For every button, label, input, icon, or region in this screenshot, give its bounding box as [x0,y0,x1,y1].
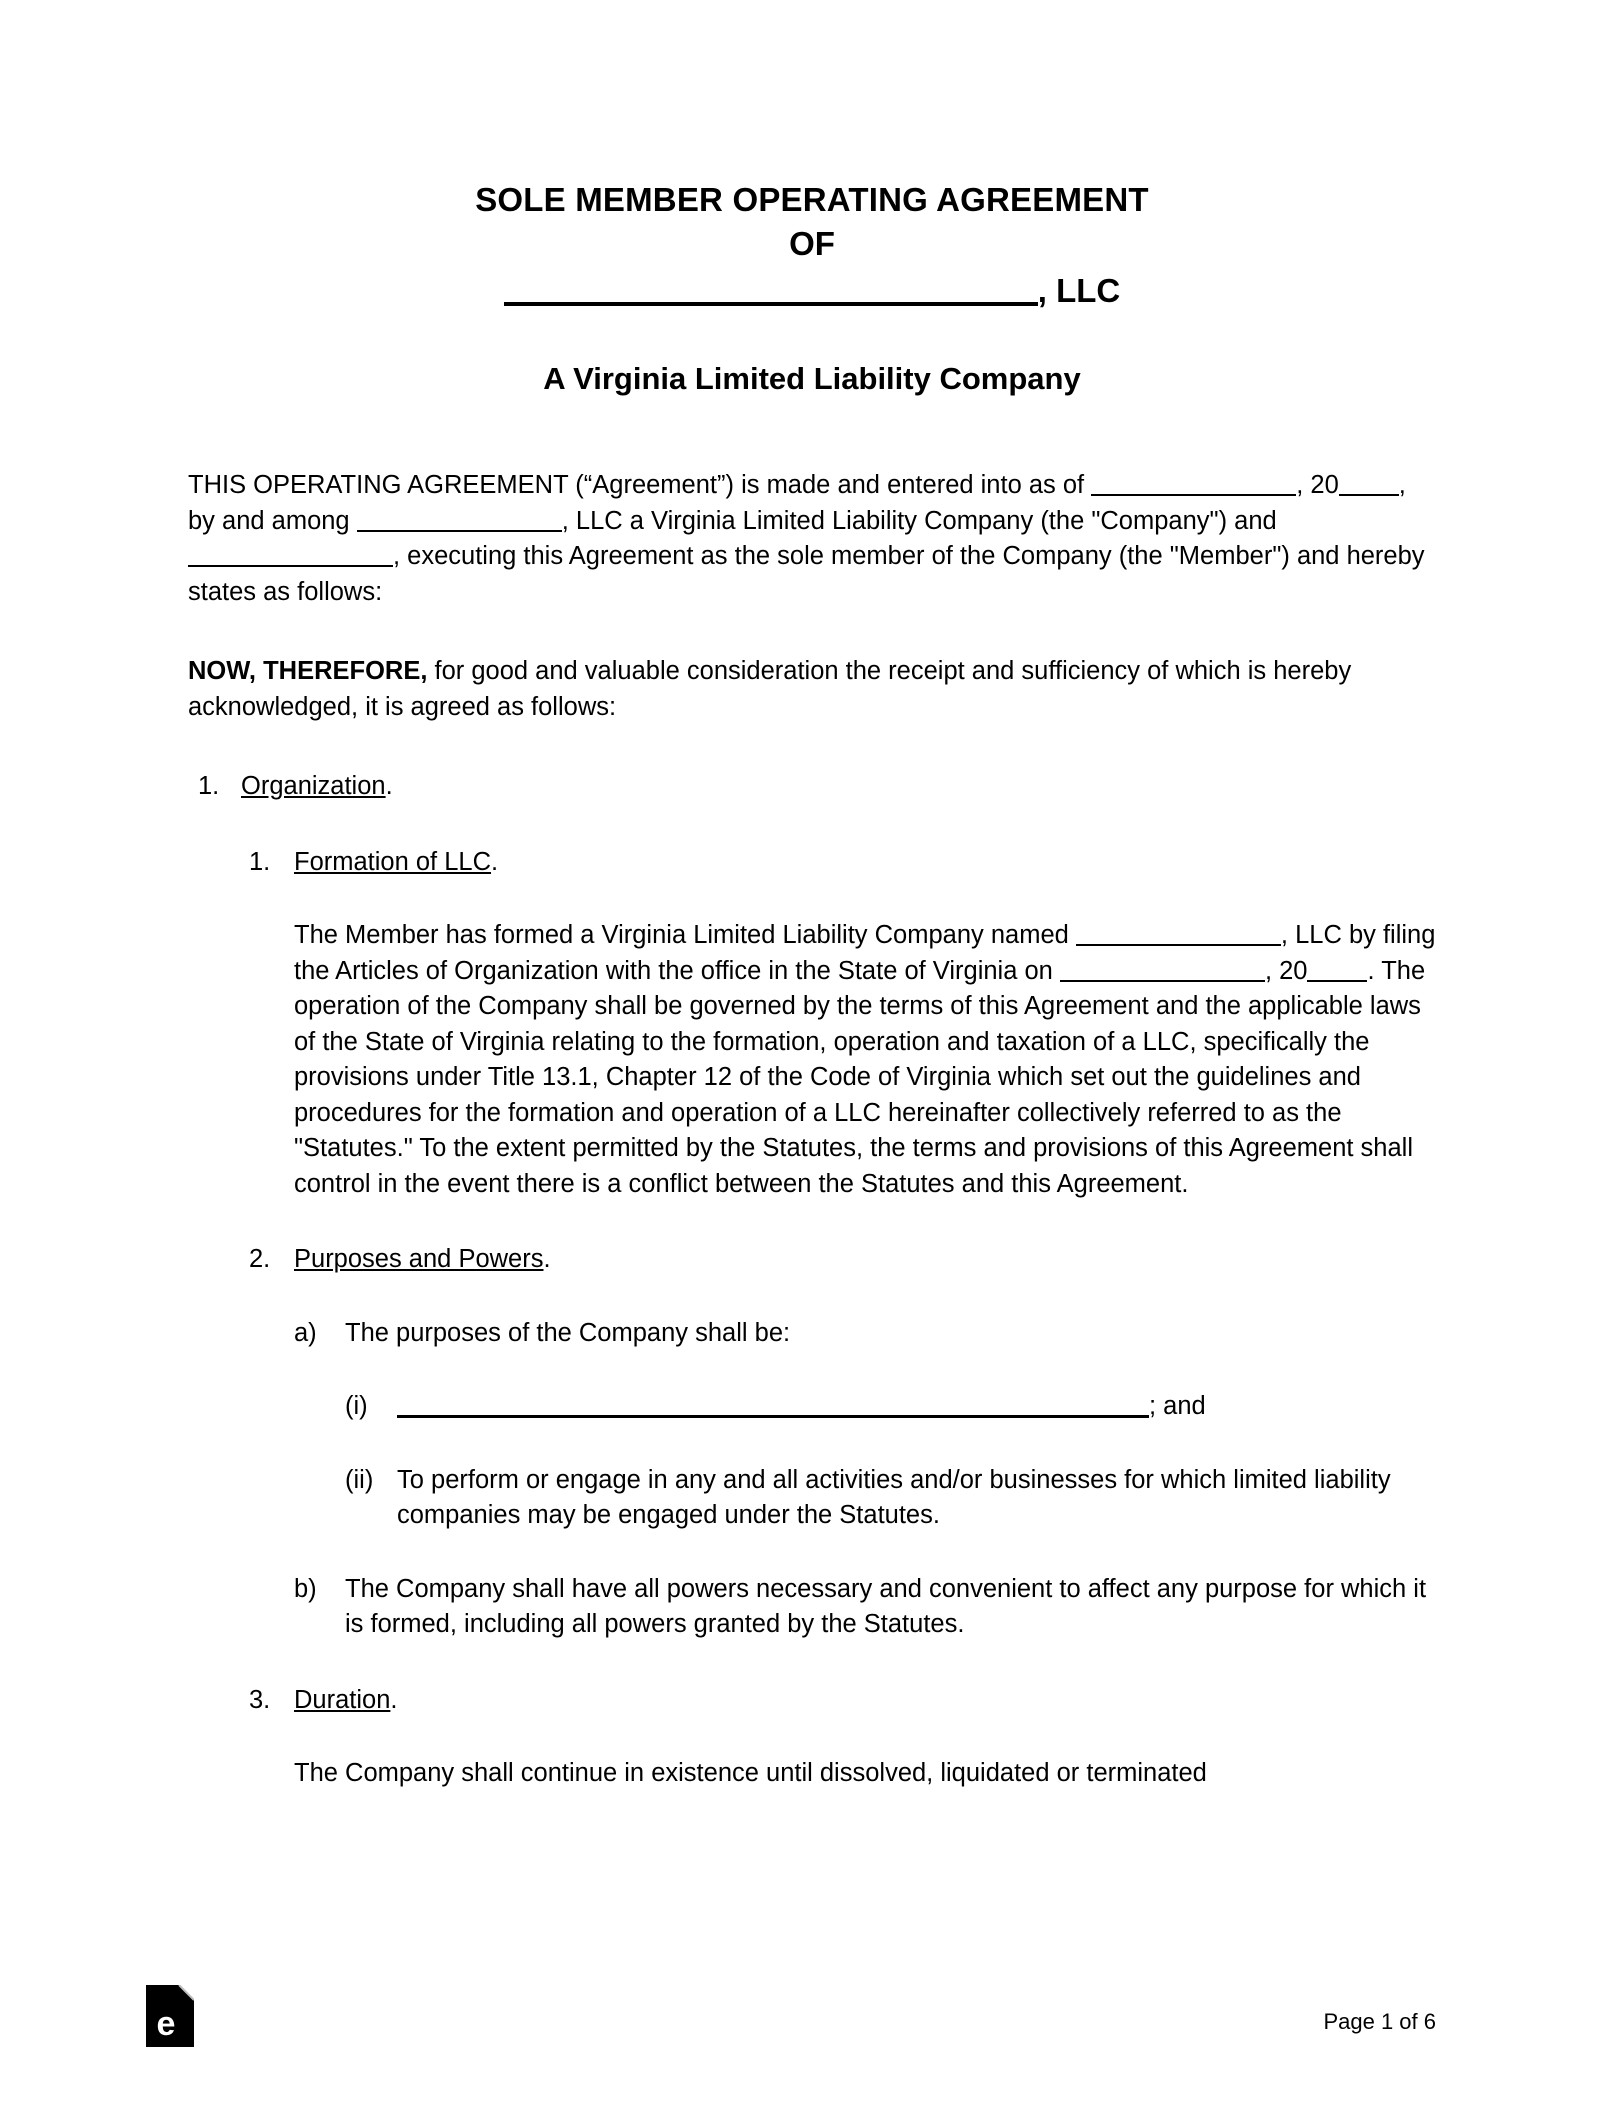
intro-segment-5: , executing this Agreement as the sole member of the Company (the "Member") and hereby states as follows: [188,542,1425,606]
page-number: Page 1 of 6 [1323,2009,1436,2034]
formation-segment-1: The Member has formed a Virginia Limited Liability Company named [294,921,1069,949]
section-1-1-marker: 1. [249,847,271,876]
formation-segment-3: , 20 [1264,956,1308,985]
year-blank-2 [1307,980,1367,982]
item-i-marker: (i) [345,1392,368,1420]
section-1-period: . [385,772,393,800]
intro-segment-2: , 20 [1296,471,1339,499]
company-name-blank [504,302,1038,306]
section-1-3-marker: 3. [249,1685,271,1714]
item-ii-purpose [345,1463,1436,1534]
member-blank-1 [188,565,393,567]
document-title-company-line [188,266,1436,316]
document-title-line-1: SOLE MEMBER OPERATING AGREEMENT [475,181,1149,218]
section-1-marker: 1. [198,772,220,800]
section-1-1-heading: Formation of LLC [294,847,492,876]
section-1-1-body [294,918,1436,1202]
now-therefore-lead: NOW, THEREFORE, [188,657,428,685]
item-a-text: The purposes of the Company shall be: [345,1318,791,1347]
svg-text:e: e [156,2005,176,2043]
section-1-organization [188,769,1436,805]
now-therefore-paragraph [188,654,1436,725]
section-1-1-formation-of-llc [241,845,1436,881]
item-b-powers [294,1572,1436,1643]
item-ii-text: To perform or engage in any and all activities and/or businesses for which limited liability companies may be engaged under the Statutes. [397,1465,1391,1529]
item-ii-marker: (ii) [345,1465,374,1494]
document-subtitle: A Virginia Limited Liability Company [543,361,1081,396]
year-blank-1 [1339,494,1399,496]
item-b-text: The Company shall have all powers necessary and convenient to affect any purpose for which it is formed, including all powers granted by the Statutes. [345,1574,1427,1638]
page-footer [156,1977,1436,2047]
formation-segment-2: , LLC by filing the Articles of Organization with the office in the State of Virginia on [294,921,1436,985]
item-a-purposes [294,1316,1436,1352]
intro-segment-1: THIS OPERATING AGREEMENT (“Agreement”) is made and entered into as of [188,471,1085,499]
date-blank-2 [1060,980,1265,982]
intro-segment-3: , by and among [188,471,1406,535]
item-a-marker: a) [294,1318,317,1347]
intro-segment-4: , LLC a Virginia Limited Liability Company (the "Company") and [561,506,1277,535]
document-title-suffix: , LLC [1037,272,1121,309]
intro-paragraph [188,468,1436,610]
section-1-2-purposes-and-powers [241,1242,1436,1278]
item-i-purpose-blank [345,1389,1436,1425]
purpose-blank [397,1415,1149,1418]
now-therefore-rest: for good and valuable consideration the receipt and sufficiency of which is hereby acknowledged, it is agreed as follows: [188,657,1352,721]
item-i-suffix: ; and [1149,1392,1206,1420]
section-1-heading: Organization [241,772,386,800]
section-1-2-heading: Purposes and Powers [294,1245,544,1273]
document-body [188,0,1436,1792]
document-title-line-2: OF [789,225,835,262]
eforms-logo-icon [146,1985,194,2047]
section-1-3-body: The Company shall continue in existence until dissolved, liquidated or terminated [294,1759,1207,1787]
section-1-3-period: . [390,1685,398,1714]
section-1-2-period: . [543,1245,551,1273]
formation-segment-4: . The operation of the Company shall be governed by the terms of this Agreement and the applicable laws of the State of Virginia relating to the formation, operation and taxation of a LLC, specifically the provisions under Title 13.1, Chapter 12 of the Code of Virginia which set out the guidelines and procedures for the formation and operation of a LLC hereinafter collectively referred to as the "Statutes." To the extent permitted by the Statutes, the terms and provisions of this Agreement shall control in the event there is a conflict between the Statutes and this Agreement. [294,956,1426,1198]
section-1-3-heading: Duration [294,1685,391,1714]
section-1-3-duration [241,1683,1436,1719]
title-block [188,178,1436,316]
section-1-1-period: . [491,847,499,876]
section-1-2-marker: 2. [249,1245,271,1273]
company-blank-1 [357,530,562,532]
item-b-marker: b) [294,1574,317,1603]
date-blank-1 [1091,494,1296,496]
company-blank-2 [1076,944,1281,946]
